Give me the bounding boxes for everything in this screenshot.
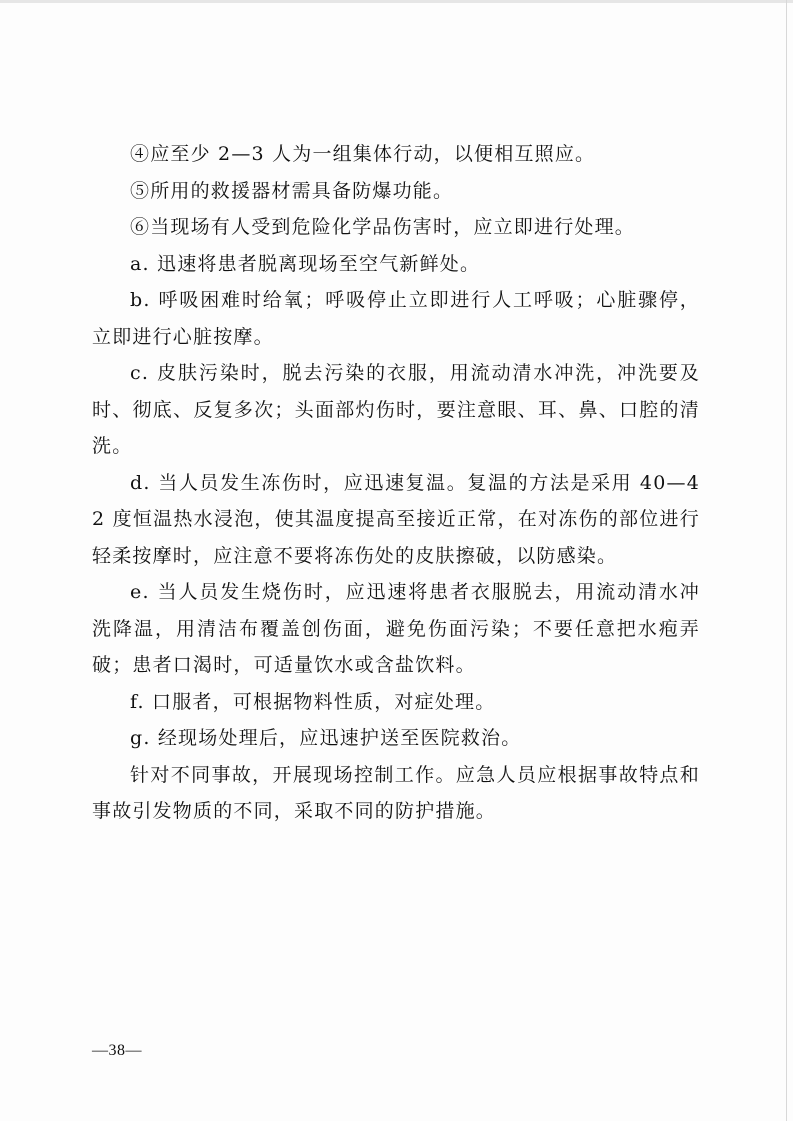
document-body	[92, 136, 700, 830]
paragraph-item-6: ⑥当现场有人受到危险化学品伤害时，应立即进行处理。	[130, 216, 636, 238]
paragraph-item-g: g. 经现场处理后，应迅速护送至医院救治。	[130, 727, 522, 749]
paragraph-item-5: ⑤所用的救援器材需具备防爆功能。	[130, 179, 454, 202]
paragraph-item-d: d. 当人员发生冻伤时，应迅速复温。复温的方法是采用 40—42 度恒温热水浸泡，使其温度提高至接近正常，在对冻伤的部位进行轻柔按摩时，应注意不要将冻伤处的皮肤擦破，以防感染。	[92, 471, 700, 567]
paragraph-item-b: b. 呼吸困难时给氧；呼吸停止立即进行人工呼吸；心脏骤停，立即进行心脏按摩。	[92, 289, 700, 348]
paragraph-summary: 针对不同事故，开展现场控制工作。应急人员应根据事故特点和事故引发物质的不同，采取不同的防护措施。	[92, 763, 700, 822]
paragraph-item-c: c. 皮肤污染时，脱去污染的衣服，用流动清水冲洗，冲洗要及时、彻底、反复多次；头面部灼伤时，要注意眼、耳、鼻、口腔的清洗。	[92, 362, 700, 457]
scan-edge-top	[0, 0, 793, 3]
paragraph-item-e: e. 当人员发生烧伤时，应迅速将患者衣服脱去，用流动清水冲洗降温，用清洁布覆盖创伤面，避免伤面污染；不要任意把水疱弄破；患者口渴时，可适量饮水或含盐饮料。	[92, 581, 700, 676]
paragraph-item-4: ④应至少 2—3 人为一组集体行动，以便相互照应。	[130, 143, 596, 165]
page-number: —38—	[92, 1042, 142, 1059]
scan-edge-right	[786, 0, 787, 1121]
paragraph-item-f: f. 口服者，可根据物料性质，对症处理。	[130, 690, 496, 713]
paragraph-item-a: a. 迅速将患者脱离现场至空气新鲜处。	[130, 252, 481, 275]
